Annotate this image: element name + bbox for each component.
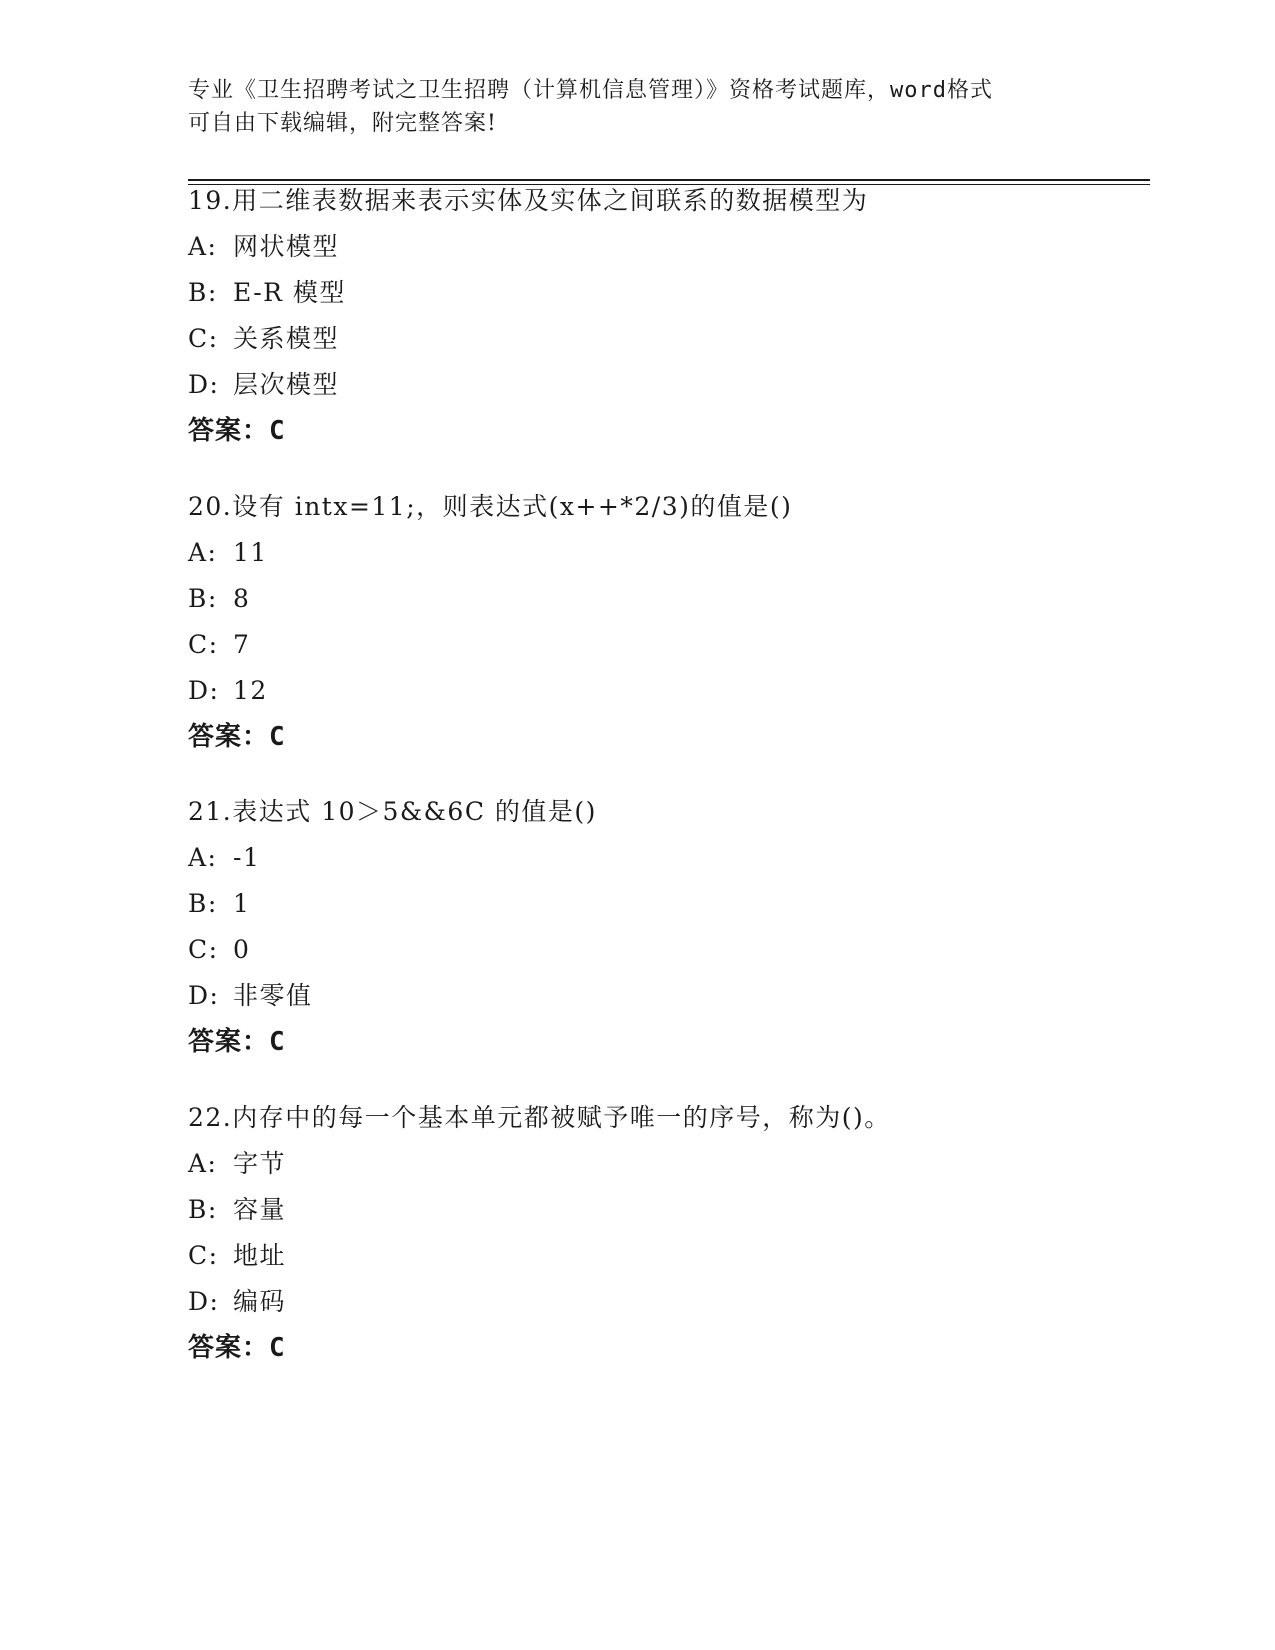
- question-22: [188, 1095, 1188, 1371]
- option-text: 7: [233, 630, 251, 659]
- question-20: [188, 484, 1188, 760]
- option-text: 编码: [233, 1287, 287, 1316]
- option-d: [188, 362, 1188, 408]
- answer-line: [188, 408, 1188, 454]
- option-c: [188, 622, 1188, 668]
- option-text: E-R 模型: [233, 278, 346, 307]
- option-text: 0: [233, 935, 251, 964]
- option-b: [188, 270, 1188, 316]
- option-letter: C:: [188, 1241, 219, 1270]
- header-title-text: 专业《卫生招聘考试之卫生招聘（计算机信息管理）》资格考试题库，: [188, 78, 891, 103]
- option-letter: A:: [188, 232, 218, 261]
- answer-line: [188, 714, 1188, 760]
- header-word-format: word: [890, 78, 947, 103]
- question-stem: 20.设有 intx=11;，则表达式(x++*2/3)的值是(): [188, 492, 793, 521]
- answer-value: C: [269, 1027, 285, 1057]
- header-line-2: 可自由下载编辑，附完整答案!: [188, 111, 497, 136]
- header-title-tail: 格式: [947, 78, 994, 103]
- option-c: [188, 1233, 1188, 1279]
- header-line-1: [188, 74, 1068, 107]
- option-text: 12: [233, 676, 268, 705]
- question-stem: 21.表达式 10＞5&&6C 的值是(): [188, 797, 597, 826]
- option-letter: A:: [188, 538, 218, 567]
- answer-label: 答案：: [188, 1333, 270, 1363]
- option-a: [188, 1141, 1188, 1187]
- answer-line: [188, 1019, 1188, 1065]
- option-letter: A:: [188, 1149, 218, 1178]
- option-letter: D:: [188, 676, 220, 705]
- option-c: [188, 927, 1188, 973]
- document-header: [188, 74, 1068, 140]
- option-d: [188, 973, 1188, 1019]
- option-letter: D:: [188, 370, 220, 399]
- option-text: 非零值: [233, 981, 313, 1010]
- option-text: 8: [233, 584, 251, 613]
- option-letter: B:: [188, 278, 218, 307]
- answer-label: 答案：: [188, 1027, 270, 1057]
- option-text: 地址: [233, 1241, 287, 1270]
- question-stem: 22.内存中的每一个基本单元都被赋予唯一的序号，称为()。: [188, 1103, 891, 1132]
- option-d: [188, 668, 1188, 714]
- answer-label: 答案：: [188, 416, 270, 446]
- option-text: 关系模型: [233, 324, 340, 353]
- option-text: 层次模型: [233, 370, 340, 399]
- option-b: [188, 881, 1188, 927]
- option-d: [188, 1279, 1188, 1325]
- option-letter: B:: [188, 584, 218, 613]
- option-letter: C:: [188, 324, 219, 353]
- answer-value: C: [269, 722, 285, 752]
- question-19: [188, 178, 1188, 454]
- option-letter: B:: [188, 1195, 218, 1224]
- option-text: 11: [233, 538, 268, 567]
- option-letter: A:: [188, 843, 218, 872]
- option-text: 网状模型: [233, 232, 340, 261]
- option-letter: C:: [188, 935, 219, 964]
- answer-value: C: [269, 416, 285, 446]
- answer-line: [188, 1325, 1188, 1371]
- question-21: [188, 789, 1188, 1065]
- answer-label: 答案：: [188, 722, 270, 752]
- option-text: 容量: [233, 1195, 287, 1224]
- question-stem: 19.用二维表数据来表示实体及实体之间联系的数据模型为: [188, 186, 869, 215]
- option-a: [188, 835, 1188, 881]
- option-text: -1: [233, 843, 261, 872]
- option-a: [188, 224, 1188, 270]
- option-b: [188, 576, 1188, 622]
- option-letter: D:: [188, 981, 220, 1010]
- option-text: 1: [233, 889, 251, 918]
- option-text: 字节: [233, 1149, 287, 1178]
- option-c: [188, 316, 1188, 362]
- answer-value: C: [269, 1333, 285, 1363]
- option-b: [188, 1187, 1188, 1233]
- option-a: [188, 530, 1188, 576]
- option-letter: D:: [188, 1287, 220, 1316]
- option-letter: C:: [188, 630, 219, 659]
- option-letter: B:: [188, 889, 218, 918]
